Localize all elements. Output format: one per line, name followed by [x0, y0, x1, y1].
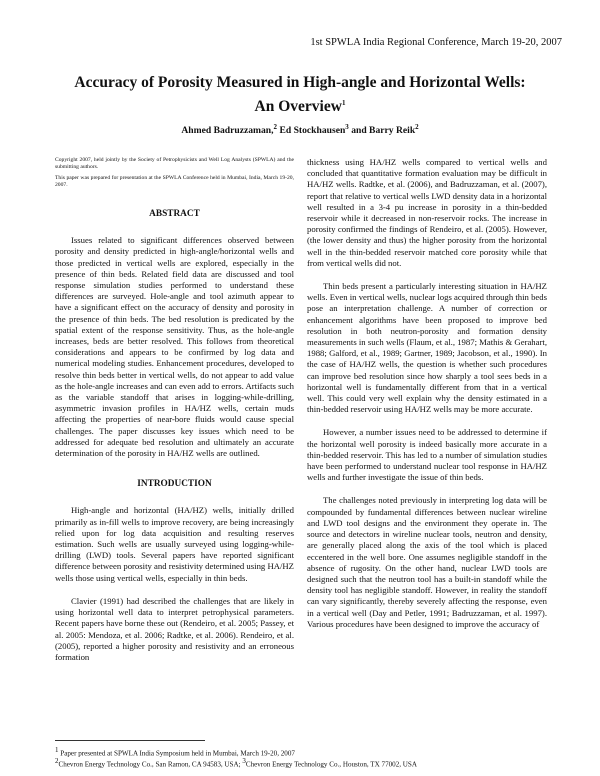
footnote-1-text: Paper presented at SPWLA India Symposium held in Mumbai, March 19-20, 2007 [58, 749, 295, 758]
right-paragraph-1: thickness using HA/HZ wells compared to vertical wells and concluded that quantitative formation evaluation may be difficult in HA/HZ wells. Radtke, et al. (2006), and Badruzzaman, et al. (2007), report that relative to vertical wells LWD density data in a horizontal well resulted in a 3-4 pu increase in porosity in a thin-bedded reservoir while it decreased in non-reservoir rocks. The increase in porosity confirmed the findings of Rendeiro, et al. (2005). However, (the lower density and thus) the higher porosity from the horizontal well in the thin-bedded reservoir matched core porosity while that from vertical wells did not. [307, 157, 547, 268]
right-paragraph-3: However, a number issues need to be addressed to determine if the horizontal well porosity is indeed basically more accurate in a thin-bedded reservoir. This has led to a number of simulation studies have been performed to understand nuclear tool response in HA/HZ wells and further investigate the issue of thin beds. [307, 427, 547, 483]
title-line-2 [40, 93, 560, 117]
footnote-rule [55, 740, 205, 741]
introduction-paragraph-1: High-angle and horizontal (HA/HZ) wells, initially drilled primarily as in-fill wells to improve recovery, are being increasingly relied upon for log data acquisition and resulting reserves estimation. Such wells are usually surveyed using logging-while-drilling (LWD) tools. Several papers have reported significant difference between porosity and resistivity determined using HA/HZ wells those using vertical wells, especially in thin beds. [55, 505, 294, 583]
footnote-2-text: Chevron Energy Technology Co., San Ramon, CA 94583, USA; [58, 760, 243, 769]
running-header: 1st SPWLA India Regional Conference, March 19-20, 2007 [310, 37, 562, 48]
footnote-3-mark: 3 [242, 757, 246, 765]
author-1: Ahmed Badruzzaman, [181, 125, 274, 137]
title-line-1: Accuracy of Porosity Measured in High-angle and Horizontal Wells: [74, 74, 526, 91]
footnote-1-mark: 1 [55, 746, 59, 754]
footnote-2-mark: 2 [55, 757, 59, 765]
author-2-affiliation-mark: 3 [345, 123, 349, 131]
author-3-affiliation-mark: 2 [415, 123, 419, 131]
right-paragraph-4: The challenges noted previously in interpreting log data will be compounded by fundamental differences between nuclear wireline and LWD tool designs and the environment they operate in. The source and detectors in wireline nuclear tools, neutron and density, are generally placed along the axis of the tool which is placed eccentered in the well bore. One assumes negligible standoff in the absence of rugosity. On the other hand, nuclear LWD tools are designed such that the neutron tool has a built-in standoff while the density tool has negligible standoff. However, in reality the standoff can vary significantly, thereby severely affecting the response, even in a vertical well (Day and Petler, 1991; Badruzzaman, et al. 1997). Various procedures have been designed to improve the accuracy of [307, 495, 547, 629]
right-paragraph-2: Thin beds present a particularly interesting situation in HA/HZ wells. Even in vertical wells, nuclear logs acquired through thin beds pose an interpretation challenge. A number of correction or enhancement algorithms have been proposed to improve bed resolution in both neutron-porosity and formation density measurements in such wells (Flaum, et al., 1987; Mathis & Gerahart, 1988; Galford, et al., 1989; Gartner, 1989; Jacobson, et al., 1990). In the case of HA/HZ wells, the question is whether such procedures can improve bed resolution since how sharply a tool sees beds in a horizontal well is fundamentally different from that in a vertical well. This could very well explain why the density estimated in a thin-bedded reservoir using HA/HZ wells may be more accurate. [307, 281, 547, 415]
footnote-2 [55, 757, 555, 769]
author-3: and Barry Reik [348, 125, 416, 137]
title-footnote-mark: 1 [341, 99, 346, 107]
presentation-notice: This paper was prepared for presentation at the SPWLA Conference held in Mumbai, India, March 19-20, 2007. [55, 175, 294, 188]
author-2: Ed Stockhausen [277, 125, 346, 137]
title-line-2-text: An Overview [254, 98, 342, 116]
author-1-affiliation-mark: 2 [273, 123, 278, 131]
abstract-text: Issues related to significant differences observed between porosity and density predicted in high-angle/horizontal wells and those predicted in vertical wells are explored, especially in the presence of thin beds. Related field data are discussed and tool response simulation studies performed to understand these differences are surveyed. Hole-angle and tool azimuth appear to have a significant effect on the accuracy of density and porosity in the presence of thin beds. The bed resolution is predicated by the spatial extent of the response sensitivity. Thus, as the hole-angle increases, beds are better resolved. This follows from theoretical considerations and appears to be confirmed by log data and numerical modeling studies. Enhancement procedures, developed to resolve thin beds better in vertical wells, do not appear to add value as the hole-angle increases and can even add to errors. Artifacts such as the variable standoff that arises in logging-while-drilling, asymmetric invasion profiles in HA/HZ wells, certain muds affecting the properties of near-bore fluids would cause special challenges. The paper discusses key issues which need to be addressed for adequate bed resolution and ultimately an accurate determination of the porosity in HA/HZ wells are outlined. [55, 235, 294, 459]
left-column [55, 157, 294, 663]
right-column [307, 157, 547, 630]
abstract-heading: ABSTRACT [149, 209, 200, 219]
introduction-heading: INTRODUCTION [137, 479, 212, 490]
paper-title [40, 73, 560, 117]
introduction-paragraph-2: Clavier (1991) had described the challenges that are likely in using horizontal well data to interpret petrophysical parameters. Recent papers have borne these out (Rendeiro, et al. 2005; Passey, et al. 2005: Mendoza, et al. 2006; Radtke, et al. 2006). Rendeiro, et al. (2005), reported a higher porosity and resistivity and an erroneous formation [55, 595, 294, 662]
copyright-notice: Copyright 2007, held jointly by the Society of Petrophysicists and Well Log Analysts (SPWLA) and the submitting authors. [55, 157, 294, 170]
footnote-3-text: Chevron Energy Technology Co., Houston, TX 77002, USA [245, 760, 418, 769]
author-list [40, 123, 560, 136]
